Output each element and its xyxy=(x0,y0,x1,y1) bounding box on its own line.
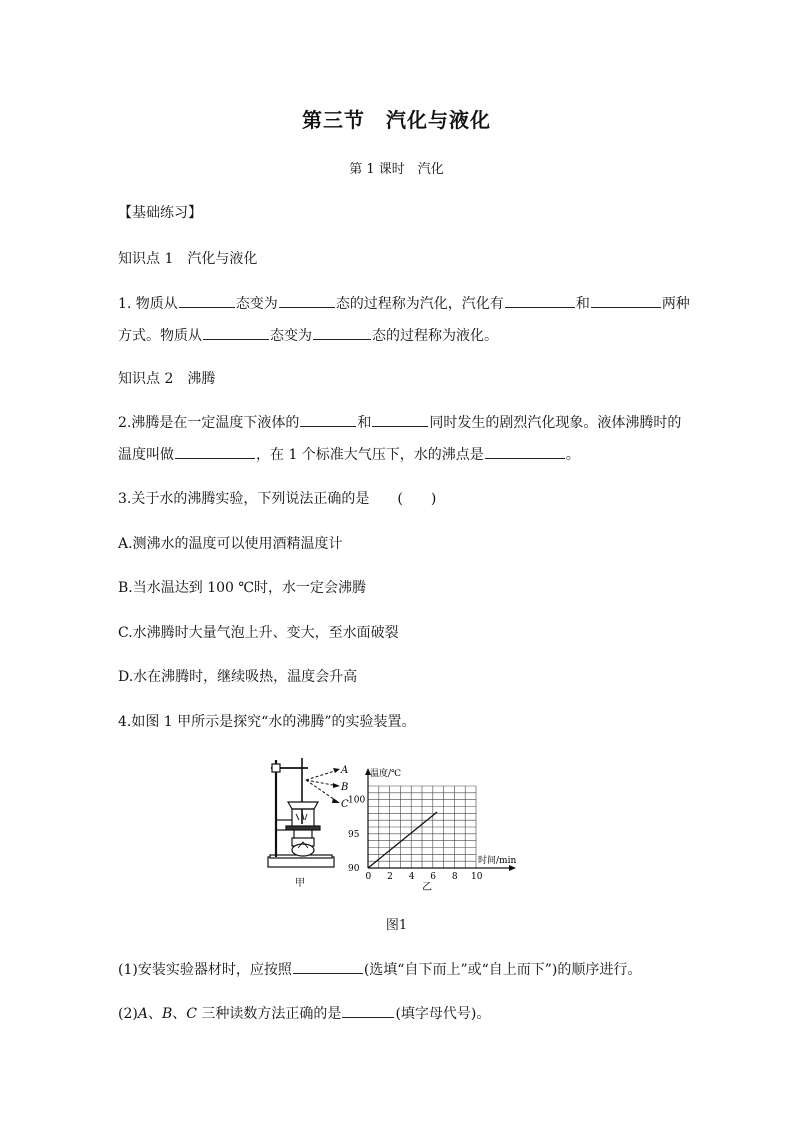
answer-blank[interactable] xyxy=(505,293,575,308)
question-3-option-d[interactable]: D.水在沸腾时，继续吸热，温度会升高 xyxy=(118,669,358,685)
question-4-sub-2: (2)A、B、C 三种读数方法正确的是 (填字母代号)。 xyxy=(118,1003,490,1023)
wire-gauze xyxy=(286,826,320,830)
question-3-option-b[interactable]: B.当水温达到 100 ℃时，水一定会沸腾 xyxy=(118,580,367,596)
figure-label-right: 乙 xyxy=(422,882,432,893)
question-2-line-2: 温度叫做 ，在 1 个标准大气压下，水的沸点是 。 xyxy=(118,444,580,464)
answer-blank[interactable] xyxy=(203,325,269,340)
x-axis-label: 时间/min xyxy=(478,856,517,866)
answer-blank[interactable] xyxy=(313,325,371,340)
question-1-line-2: 方式。物质从 态变为 态的过程称为液化。 xyxy=(118,325,498,345)
answer-blank[interactable] xyxy=(485,444,565,459)
reading-label-b: B xyxy=(341,782,349,793)
knowledge-point-1: 知识点 1 汽化与液化 xyxy=(118,251,258,267)
answer-blank[interactable] xyxy=(279,293,335,308)
question-3-option-c[interactable]: C.水沸腾时大量气泡上升、变大，至水面破裂 xyxy=(118,625,399,641)
y-tick-label: 90 xyxy=(348,864,360,874)
question-4-sub-1: (1)安装实验器材时，应按照 (选填“自下而上”或“自上而下”)的顺序进行。 xyxy=(118,959,641,979)
question-4-stem: 4.如图 1 甲所示是探究“水的沸腾”的实验装置。 xyxy=(118,714,416,730)
answer-blank[interactable] xyxy=(300,412,356,427)
apparatus-diagram xyxy=(268,758,334,867)
x-tick-label: 4 xyxy=(408,872,415,882)
figure-label-left: 甲 xyxy=(295,878,305,889)
temperature-chart xyxy=(348,767,516,882)
beaker-lid xyxy=(288,802,318,809)
alcohol-lamp xyxy=(292,844,314,856)
x-tick-label: 6 xyxy=(430,872,437,882)
answer-blank[interactable] xyxy=(179,293,235,308)
section-heading: 【基础练习】 xyxy=(118,205,202,221)
knowledge-point-2: 知识点 2 沸腾 xyxy=(118,371,216,387)
page-title: 第三节 汽化与液化 xyxy=(302,108,491,132)
x-tick-label: 10 xyxy=(471,872,483,882)
y-tick-label: 100 xyxy=(348,795,366,806)
question-1-line-1: 1. 物质从 态变为 态的过程称为汽化，汽化有 和 两种 xyxy=(118,293,690,313)
answer-blank[interactable] xyxy=(591,293,661,308)
reading-label-a: A xyxy=(341,765,349,776)
beaker xyxy=(292,809,314,827)
y-tick-label: 95 xyxy=(348,829,360,840)
answer-blank[interactable] xyxy=(175,444,255,459)
question-3-stem: 3.关于水的沸腾实验，下列说法正确的是 ( ) xyxy=(118,491,437,507)
answer-blank[interactable] xyxy=(372,412,428,427)
reading-arrow-a xyxy=(306,770,338,780)
reading-label-c: C xyxy=(341,799,349,810)
question-3-option-a[interactable]: A.测沸水的温度可以使用酒精温度计 xyxy=(118,536,343,552)
x-tick-label: 8 xyxy=(451,872,458,882)
question-2-line-1: 2.沸腾是在一定温度下液体的 和 同时发生的剧烈汽化现象。液体沸腾时的 xyxy=(118,412,681,432)
page-subtitle: 第 1 课时 汽化 xyxy=(349,162,444,177)
answer-blank[interactable] xyxy=(293,959,363,974)
figure-caption: 图1 xyxy=(385,918,408,933)
answer-blank[interactable] xyxy=(342,1003,394,1018)
figure-1 xyxy=(262,752,532,894)
y-axis-label: 温度/℃ xyxy=(370,769,402,779)
x-tick-label: 2 xyxy=(387,872,393,882)
x-tick-label: 0 xyxy=(365,872,372,882)
